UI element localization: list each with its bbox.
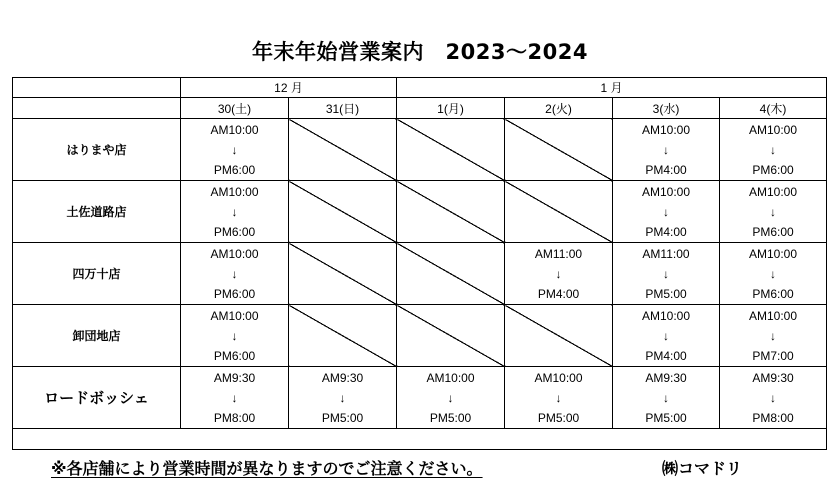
store-name: はりまや店 [13,119,181,181]
down-arrow-icon: ↓ [770,390,776,405]
close-time: PM4:00 [537,286,580,301]
close-time: PM6:00 [752,162,794,177]
hours-cell [613,181,720,243]
hours-cell [720,367,827,429]
day-header: 30(土) [181,98,289,119]
blank-row [13,429,827,450]
store-name: 卸団地店 [13,305,181,367]
hours-cell [720,119,827,181]
month-december: 12 月 [181,78,397,98]
down-arrow-icon: ↓ [770,328,776,343]
store-row [13,367,827,429]
hours-cell [181,181,289,243]
store-name: 土佐道路店 [13,181,181,243]
store-name: 四万十店 [13,243,181,305]
schedule-table [12,77,827,450]
down-arrow-icon: ↓ [447,390,454,405]
closed-cell [397,243,505,305]
close-time: PM5:00 [645,410,687,425]
open-time: AM10:00 [426,370,475,385]
company-name: ㈱コマドリ [662,459,743,478]
down-arrow-icon: ↓ [770,142,776,157]
blank-cell [13,429,827,450]
open-time: AM11:00 [642,246,690,261]
store-name: ロードボッシェ [13,367,181,429]
open-time: AM10:00 [641,122,691,137]
hours-cell [720,243,827,305]
day-header: 3(水) [613,98,720,119]
open-time: AM10:00 [210,122,259,137]
open-time: AM9:30 [321,370,364,385]
down-arrow-icon: ↓ [663,266,669,281]
hours-cell [613,367,720,429]
store-row [13,181,827,243]
notice-text: ※各店舗により営業時間が異なりますのでご注意ください。 [51,459,483,478]
hours-cell [613,119,720,181]
open-time: AM9:30 [752,370,794,385]
close-time: PM4:00 [645,348,687,363]
down-arrow-icon: ↓ [555,266,562,281]
close-time: PM6:00 [752,224,794,239]
day-header: 31(日) [289,98,397,119]
down-arrow-icon: ↓ [231,266,238,281]
closed-cell [289,305,397,367]
close-time: PM6:00 [213,286,256,301]
store-row [13,305,827,367]
hours-cell [181,243,289,305]
hours-cell [505,367,613,429]
store-row [13,119,827,181]
month-header-row [13,78,827,98]
hours-cell [181,119,289,181]
close-time: PM6:00 [213,348,256,363]
hours-cell [720,305,827,367]
close-time: PM7:00 [752,348,794,363]
hours-cell [289,367,397,429]
open-time: AM10:00 [210,184,259,199]
closed-cell [397,119,505,181]
hours-cell [505,243,613,305]
open-time: AM10:00 [210,308,259,323]
open-time: AM10:00 [210,246,259,261]
close-time: PM5:00 [537,410,580,425]
down-arrow-icon: ↓ [231,390,238,405]
close-time: PM6:00 [213,162,256,177]
corner-cell [13,78,181,98]
close-time: PM5:00 [429,410,472,425]
day-header: 4(木) [720,98,827,119]
hours-cell [181,305,289,367]
close-time: PM6:00 [213,224,256,239]
closed-cell [505,119,613,181]
close-time: PM8:00 [752,410,794,425]
page-title: 年末年始営業案内 2023～2024 [252,40,588,64]
down-arrow-icon: ↓ [231,328,238,343]
closed-cell [397,181,505,243]
closed-cell [289,243,397,305]
down-arrow-icon: ↓ [663,204,669,219]
close-time: PM4:00 [645,224,687,239]
down-arrow-icon: ↓ [663,390,669,405]
close-time: PM5:00 [321,410,364,425]
hours-cell [181,367,289,429]
closed-cell [397,305,505,367]
open-time: AM10:00 [534,370,583,385]
down-arrow-icon: ↓ [770,204,776,219]
hours-cell [613,243,720,305]
open-time: AM10:00 [748,308,798,323]
hours-cell [613,305,720,367]
closed-cell [289,181,397,243]
close-time: PM8:00 [213,410,256,425]
down-arrow-icon: ↓ [231,142,238,157]
close-time: PM5:00 [645,286,687,301]
corner-cell [13,98,181,119]
close-time: PM4:00 [645,162,687,177]
month-january: 1 月 [397,78,827,98]
down-arrow-icon: ↓ [663,142,669,157]
open-time: AM10:00 [748,122,798,137]
down-arrow-icon: ↓ [339,390,346,405]
closed-cell [505,305,613,367]
hours-cell [720,181,827,243]
open-time: AM10:00 [748,184,798,199]
store-row [13,243,827,305]
down-arrow-icon: ↓ [770,266,776,281]
day-header-row [13,98,827,119]
open-time: AM9:30 [213,370,256,385]
open-time: AM11:00 [534,246,583,261]
day-header: 2(火) [505,98,613,119]
open-time: AM10:00 [641,184,691,199]
open-time: AM10:00 [641,308,691,323]
down-arrow-icon: ↓ [555,390,562,405]
open-time: AM9:30 [645,370,687,385]
closed-cell [505,181,613,243]
day-header: 1(月) [397,98,505,119]
close-time: PM6:00 [752,286,794,301]
down-arrow-icon: ↓ [231,204,238,219]
closed-cell [289,119,397,181]
down-arrow-icon: ↓ [663,328,669,343]
open-time: AM10:00 [748,246,798,261]
hours-cell [397,367,505,429]
